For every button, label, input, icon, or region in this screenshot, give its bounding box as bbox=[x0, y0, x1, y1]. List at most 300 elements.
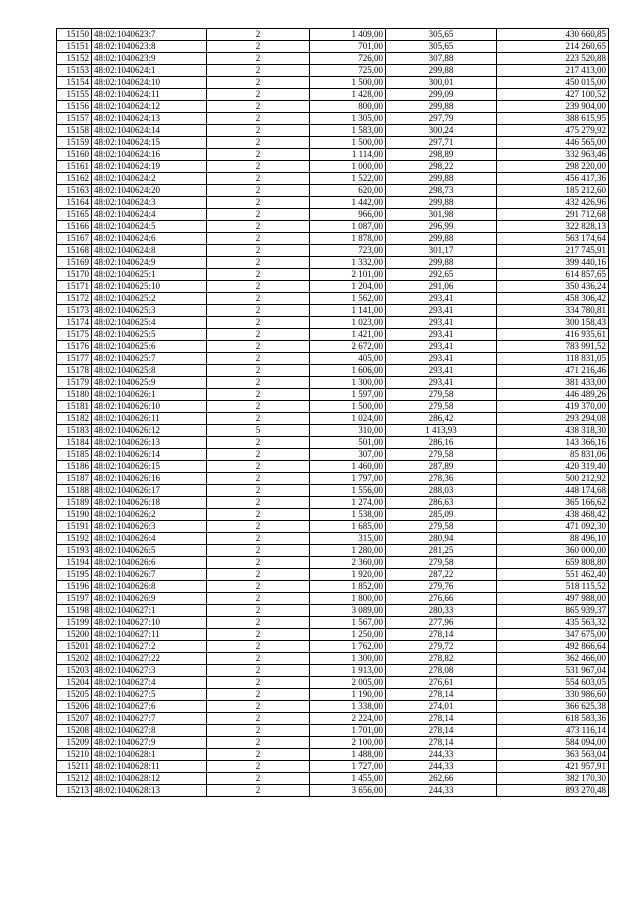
specific-value-cell: 305,65 bbox=[386, 41, 497, 53]
cadastral-value-cell: 473 116,14 bbox=[497, 725, 609, 737]
category-code-cell: 2 bbox=[207, 557, 310, 569]
cadastral-number-cell: 48:02:1040627:1 bbox=[92, 605, 207, 617]
category-code-cell: 2 bbox=[207, 53, 310, 65]
row-number-cell: 15181 bbox=[57, 401, 92, 413]
cadastral-value-cell: 416 935,61 bbox=[497, 329, 609, 341]
table-row bbox=[57, 341, 609, 353]
cadastral-value-cell: 366 625,38 bbox=[497, 701, 609, 713]
specific-value-cell: 279,58 bbox=[386, 449, 497, 461]
category-code-cell: 2 bbox=[207, 353, 310, 365]
category-code-cell: 2 bbox=[207, 593, 310, 605]
cadastral-value-cell: 448 174,68 bbox=[497, 485, 609, 497]
table-row bbox=[57, 65, 609, 77]
area-cell: 310,00 bbox=[310, 425, 386, 437]
cadastral-number-cell: 48:02:1040626:14 bbox=[92, 449, 207, 461]
row-number-cell: 15174 bbox=[57, 317, 92, 329]
cadastral-value-cell: 563 174,64 bbox=[497, 233, 609, 245]
cadastral-number-cell: 48:02:1040626:15 bbox=[92, 461, 207, 473]
category-code-cell: 2 bbox=[207, 605, 310, 617]
cadastral-number-cell: 48:02:1040628:11 bbox=[92, 761, 207, 773]
cadastral-number-cell: 48:02:1040624:14 bbox=[92, 125, 207, 137]
specific-value-cell: 299,88 bbox=[386, 257, 497, 269]
specific-value-cell: 293,41 bbox=[386, 341, 497, 353]
cadastral-number-cell: 48:02:1040626:3 bbox=[92, 521, 207, 533]
specific-value-cell: 305,65 bbox=[386, 29, 497, 41]
specific-value-cell: 1 413,93 bbox=[386, 425, 497, 437]
specific-value-cell: 280,33 bbox=[386, 605, 497, 617]
cadastral-number-cell: 48:02:1040623:8 bbox=[92, 41, 207, 53]
table-row bbox=[57, 185, 609, 197]
category-code-cell: 2 bbox=[207, 629, 310, 641]
cadastral-number-cell: 48:02:1040625:7 bbox=[92, 353, 207, 365]
area-cell: 2 360,00 bbox=[310, 557, 386, 569]
specific-value-cell: 279,76 bbox=[386, 581, 497, 593]
cadastral-value-cell: 381 433,00 bbox=[497, 377, 609, 389]
area-cell: 966,00 bbox=[310, 209, 386, 221]
specific-value-cell: 274,01 bbox=[386, 701, 497, 713]
category-code-cell: 2 bbox=[207, 485, 310, 497]
cadastral-value-cell: 458 306,42 bbox=[497, 293, 609, 305]
category-code-cell: 2 bbox=[207, 269, 310, 281]
cadastral-number-cell: 48:02:1040627:11 bbox=[92, 629, 207, 641]
cadastral-value-cell: 432 426,96 bbox=[497, 197, 609, 209]
category-code-cell: 2 bbox=[207, 785, 310, 797]
area-cell: 726,00 bbox=[310, 53, 386, 65]
table-row bbox=[57, 521, 609, 533]
area-cell: 1 597,00 bbox=[310, 389, 386, 401]
cadastral-number-cell: 48:02:1040624:6 bbox=[92, 233, 207, 245]
row-number-cell: 15207 bbox=[57, 713, 92, 725]
area-cell: 1 141,00 bbox=[310, 305, 386, 317]
category-code-cell: 2 bbox=[207, 197, 310, 209]
cadastral-value-cell: 450 015,00 bbox=[497, 77, 609, 89]
row-number-cell: 15175 bbox=[57, 329, 92, 341]
category-code-cell: 2 bbox=[207, 377, 310, 389]
specific-value-cell: 301,98 bbox=[386, 209, 497, 221]
table-row bbox=[57, 581, 609, 593]
specific-value-cell: 278,14 bbox=[386, 689, 497, 701]
table-row bbox=[57, 377, 609, 389]
row-number-cell: 15188 bbox=[57, 485, 92, 497]
specific-value-cell: 301,17 bbox=[386, 245, 497, 257]
area-cell: 1 428,00 bbox=[310, 89, 386, 101]
row-number-cell: 15208 bbox=[57, 725, 92, 737]
specific-value-cell: 299,88 bbox=[386, 101, 497, 113]
cadastral-value-cell: 185 212,60 bbox=[497, 185, 609, 197]
cadastral-number-cell: 48:02:1040626:6 bbox=[92, 557, 207, 569]
specific-value-cell: 299,09 bbox=[386, 89, 497, 101]
cadastral-number-cell: 48:02:1040626:9 bbox=[92, 593, 207, 605]
row-number-cell: 15165 bbox=[57, 209, 92, 221]
cadastral-number-cell: 48:02:1040625:3 bbox=[92, 305, 207, 317]
area-cell: 1 606,00 bbox=[310, 365, 386, 377]
row-number-cell: 15212 bbox=[57, 773, 92, 785]
cadastral-value-cell: 492 866,64 bbox=[497, 641, 609, 653]
specific-value-cell: 278,36 bbox=[386, 473, 497, 485]
category-code-cell: 2 bbox=[207, 41, 310, 53]
table-row bbox=[57, 29, 609, 41]
row-number-cell: 15160 bbox=[57, 149, 92, 161]
area-cell: 1 114,00 bbox=[310, 149, 386, 161]
table-row bbox=[57, 161, 609, 173]
cadastral-number-cell: 48:02:1040625:1 bbox=[92, 269, 207, 281]
area-cell: 701,00 bbox=[310, 41, 386, 53]
specific-value-cell: 291,06 bbox=[386, 281, 497, 293]
cadastral-value-cell: 217 745,91 bbox=[497, 245, 609, 257]
area-cell: 1 500,00 bbox=[310, 77, 386, 89]
cadastral-number-cell: 48:02:1040626:4 bbox=[92, 533, 207, 545]
cadastral-number-cell: 48:02:1040625:9 bbox=[92, 377, 207, 389]
category-code-cell: 2 bbox=[207, 401, 310, 413]
specific-value-cell: 278,08 bbox=[386, 665, 497, 677]
row-number-cell: 15184 bbox=[57, 437, 92, 449]
cadastral-number-cell: 48:02:1040626:2 bbox=[92, 509, 207, 521]
specific-value-cell: 298,73 bbox=[386, 185, 497, 197]
row-number-cell: 15185 bbox=[57, 449, 92, 461]
cadastral-number-cell: 48:02:1040624:15 bbox=[92, 137, 207, 149]
area-cell: 1 852,00 bbox=[310, 581, 386, 593]
row-number-cell: 15202 bbox=[57, 653, 92, 665]
cadastral-number-cell: 48:02:1040624:5 bbox=[92, 221, 207, 233]
area-cell: 1 204,00 bbox=[310, 281, 386, 293]
specific-value-cell: 293,41 bbox=[386, 317, 497, 329]
cadastral-value-cell: 614 857,65 bbox=[497, 269, 609, 281]
area-cell: 723,00 bbox=[310, 245, 386, 257]
table-row bbox=[57, 173, 609, 185]
cadastral-value-cell: 85 831,06 bbox=[497, 449, 609, 461]
row-number-cell: 15192 bbox=[57, 533, 92, 545]
area-cell: 1 797,00 bbox=[310, 473, 386, 485]
specific-value-cell: 293,41 bbox=[386, 377, 497, 389]
category-code-cell: 2 bbox=[207, 569, 310, 581]
table-row bbox=[57, 461, 609, 473]
cadastral-number-cell: 48:02:1040624:1 bbox=[92, 65, 207, 77]
area-cell: 1 583,00 bbox=[310, 125, 386, 137]
area-cell: 620,00 bbox=[310, 185, 386, 197]
table-row bbox=[57, 617, 609, 629]
specific-value-cell: 285,09 bbox=[386, 509, 497, 521]
area-cell: 1 421,00 bbox=[310, 329, 386, 341]
cadastral-number-cell: 48:02:1040623:9 bbox=[92, 53, 207, 65]
table-row bbox=[57, 773, 609, 785]
cadastral-number-cell: 48:02:1040624:2 bbox=[92, 173, 207, 185]
cadastral-value-cell: 420 319,40 bbox=[497, 461, 609, 473]
table-row bbox=[57, 593, 609, 605]
category-code-cell: 2 bbox=[207, 533, 310, 545]
specific-value-cell: 300,01 bbox=[386, 77, 497, 89]
area-cell: 3 656,00 bbox=[310, 785, 386, 797]
table-row bbox=[57, 665, 609, 677]
specific-value-cell: 288,03 bbox=[386, 485, 497, 497]
cadastral-value-cell: 350 436,24 bbox=[497, 281, 609, 293]
table-row bbox=[57, 125, 609, 137]
row-number-cell: 15209 bbox=[57, 737, 92, 749]
row-number-cell: 15153 bbox=[57, 65, 92, 77]
row-number-cell: 15176 bbox=[57, 341, 92, 353]
cadastral-value-cell: 456 417,36 bbox=[497, 173, 609, 185]
row-number-cell: 15159 bbox=[57, 137, 92, 149]
table-row bbox=[57, 197, 609, 209]
row-number-cell: 15195 bbox=[57, 569, 92, 581]
row-number-cell: 15151 bbox=[57, 41, 92, 53]
area-cell: 501,00 bbox=[310, 437, 386, 449]
cadastral-number-cell: 48:02:1040627:6 bbox=[92, 701, 207, 713]
cadastral-number-cell: 48:02:1040624:20 bbox=[92, 185, 207, 197]
row-number-cell: 15163 bbox=[57, 185, 92, 197]
table-row bbox=[57, 497, 609, 509]
specific-value-cell: 293,41 bbox=[386, 305, 497, 317]
category-code-cell: 2 bbox=[207, 77, 310, 89]
table-row bbox=[57, 353, 609, 365]
specific-value-cell: 278,14 bbox=[386, 725, 497, 737]
cadastral-value-cell: 518 115,52 bbox=[497, 581, 609, 593]
cadastral-value-cell: 362 466,00 bbox=[497, 653, 609, 665]
category-code-cell: 2 bbox=[207, 749, 310, 761]
table-row bbox=[57, 677, 609, 689]
specific-value-cell: 299,88 bbox=[386, 197, 497, 209]
cadastral-number-cell: 48:02:1040627:4 bbox=[92, 677, 207, 689]
cadastral-value-cell: 865 939,37 bbox=[497, 605, 609, 617]
cadastral-number-cell: 48:02:1040624:11 bbox=[92, 89, 207, 101]
cadastral-value-cell: 382 170,30 bbox=[497, 773, 609, 785]
cadastral-value-cell: 659 808,80 bbox=[497, 557, 609, 569]
cadastral-number-cell: 48:02:1040626:16 bbox=[92, 473, 207, 485]
cadastral-value-cell: 347 675,00 bbox=[497, 629, 609, 641]
category-code-cell: 2 bbox=[207, 761, 310, 773]
area-cell: 1 280,00 bbox=[310, 545, 386, 557]
cadastral-value-cell: 388 615,95 bbox=[497, 113, 609, 125]
row-number-cell: 15203 bbox=[57, 665, 92, 677]
table-row bbox=[57, 569, 609, 581]
cadastral-number-cell: 48:02:1040625:8 bbox=[92, 365, 207, 377]
area-cell: 1 087,00 bbox=[310, 221, 386, 233]
cadastral-value-cell: 88 496,10 bbox=[497, 533, 609, 545]
table-row bbox=[57, 545, 609, 557]
category-code-cell: 2 bbox=[207, 89, 310, 101]
specific-value-cell: 286,42 bbox=[386, 413, 497, 425]
row-number-cell: 15210 bbox=[57, 749, 92, 761]
cadastral-number-cell: 48:02:1040626:17 bbox=[92, 485, 207, 497]
row-number-cell: 15189 bbox=[57, 497, 92, 509]
table-row bbox=[57, 137, 609, 149]
cadastral-number-cell: 48:02:1040624:13 bbox=[92, 113, 207, 125]
specific-value-cell: 244,33 bbox=[386, 785, 497, 797]
cadastral-number-cell: 48:02:1040625:10 bbox=[92, 281, 207, 293]
specific-value-cell: 279,58 bbox=[386, 557, 497, 569]
table-row bbox=[57, 485, 609, 497]
category-code-cell: 2 bbox=[207, 233, 310, 245]
table-row bbox=[57, 53, 609, 65]
cadastral-number-cell: 48:02:1040627:7 bbox=[92, 713, 207, 725]
row-number-cell: 15156 bbox=[57, 101, 92, 113]
table-row bbox=[57, 245, 609, 257]
area-cell: 1 522,00 bbox=[310, 173, 386, 185]
table-row bbox=[57, 425, 609, 437]
cadastral-value-cell: 471 216,46 bbox=[497, 365, 609, 377]
area-cell: 1 913,00 bbox=[310, 665, 386, 677]
cadastral-number-cell: 48:02:1040624:8 bbox=[92, 245, 207, 257]
specific-value-cell: 307,88 bbox=[386, 53, 497, 65]
row-number-cell: 15152 bbox=[57, 53, 92, 65]
table-row bbox=[57, 449, 609, 461]
row-number-cell: 15193 bbox=[57, 545, 92, 557]
specific-value-cell: 293,41 bbox=[386, 365, 497, 377]
cadastral-value-cell: 217 413,00 bbox=[497, 65, 609, 77]
area-cell: 405,00 bbox=[310, 353, 386, 365]
cadastral-number-cell: 48:02:1040627:2 bbox=[92, 641, 207, 653]
row-number-cell: 15171 bbox=[57, 281, 92, 293]
row-number-cell: 15164 bbox=[57, 197, 92, 209]
category-code-cell: 2 bbox=[207, 389, 310, 401]
cadastral-value-cell: 497 988,00 bbox=[497, 593, 609, 605]
cadastral-number-cell: 48:02:1040627:3 bbox=[92, 665, 207, 677]
category-code-cell: 2 bbox=[207, 689, 310, 701]
area-cell: 307,00 bbox=[310, 449, 386, 461]
table-row bbox=[57, 605, 609, 617]
area-cell: 1 274,00 bbox=[310, 497, 386, 509]
table-row bbox=[57, 149, 609, 161]
category-code-cell: 2 bbox=[207, 413, 310, 425]
cadastral-value-cell: 783 991,52 bbox=[497, 341, 609, 353]
table-row bbox=[57, 389, 609, 401]
table-row bbox=[57, 737, 609, 749]
row-number-cell: 15178 bbox=[57, 365, 92, 377]
table-row bbox=[57, 689, 609, 701]
area-cell: 315,00 bbox=[310, 533, 386, 545]
specific-value-cell: 296,99 bbox=[386, 221, 497, 233]
table-row bbox=[57, 257, 609, 269]
table-row bbox=[57, 761, 609, 773]
row-number-cell: 15204 bbox=[57, 677, 92, 689]
row-number-cell: 15201 bbox=[57, 641, 92, 653]
row-number-cell: 15150 bbox=[57, 29, 92, 41]
cadastral-number-cell: 48:02:1040626:5 bbox=[92, 545, 207, 557]
table-row bbox=[57, 281, 609, 293]
cadastral-number-cell: 48:02:1040624:19 bbox=[92, 161, 207, 173]
cadastral-number-cell: 48:02:1040626:7 bbox=[92, 569, 207, 581]
row-number-cell: 15196 bbox=[57, 581, 92, 593]
category-code-cell: 2 bbox=[207, 545, 310, 557]
category-code-cell: 2 bbox=[207, 581, 310, 593]
area-cell: 1 409,00 bbox=[310, 29, 386, 41]
area-cell: 1 727,00 bbox=[310, 761, 386, 773]
category-code-cell: 2 bbox=[207, 473, 310, 485]
row-number-cell: 15162 bbox=[57, 173, 92, 185]
category-code-cell: 2 bbox=[207, 737, 310, 749]
category-code-cell: 2 bbox=[207, 137, 310, 149]
area-cell: 1 455,00 bbox=[310, 773, 386, 785]
cadastral-value-cell: 223 520,88 bbox=[497, 53, 609, 65]
table-row bbox=[57, 317, 609, 329]
specific-value-cell: 244,33 bbox=[386, 749, 497, 761]
area-cell: 1 920,00 bbox=[310, 569, 386, 581]
category-code-cell: 2 bbox=[207, 209, 310, 221]
cadastral-number-cell: 48:02:1040624:16 bbox=[92, 149, 207, 161]
cadastral-number-cell: 48:02:1040624:10 bbox=[92, 77, 207, 89]
category-code-cell: 2 bbox=[207, 65, 310, 77]
cadastral-value-cell: 554 603,05 bbox=[497, 677, 609, 689]
specific-value-cell: 279,58 bbox=[386, 521, 497, 533]
category-code-cell: 2 bbox=[207, 617, 310, 629]
specific-value-cell: 276,66 bbox=[386, 593, 497, 605]
area-cell: 1 460,00 bbox=[310, 461, 386, 473]
cadastral-value-cell: 500 212,92 bbox=[497, 473, 609, 485]
cadastral-value-cell: 446 565,00 bbox=[497, 137, 609, 149]
table-row bbox=[57, 113, 609, 125]
row-number-cell: 15168 bbox=[57, 245, 92, 257]
specific-value-cell: 287,89 bbox=[386, 461, 497, 473]
category-code-cell: 2 bbox=[207, 329, 310, 341]
cadastral-value-cell: 438 468,42 bbox=[497, 509, 609, 521]
specific-value-cell: 278,14 bbox=[386, 737, 497, 749]
cadastral-number-cell: 48:02:1040626:12 bbox=[92, 425, 207, 437]
specific-value-cell: 286,63 bbox=[386, 497, 497, 509]
cadastral-value-cell: 421 957,91 bbox=[497, 761, 609, 773]
specific-value-cell: 279,58 bbox=[386, 401, 497, 413]
area-cell: 1 562,00 bbox=[310, 293, 386, 305]
row-number-cell: 15206 bbox=[57, 701, 92, 713]
category-code-cell: 2 bbox=[207, 101, 310, 113]
row-number-cell: 15177 bbox=[57, 353, 92, 365]
table-row bbox=[57, 269, 609, 281]
area-cell: 2 100,00 bbox=[310, 737, 386, 749]
specific-value-cell: 298,22 bbox=[386, 161, 497, 173]
area-cell: 1 800,00 bbox=[310, 593, 386, 605]
category-code-cell: 2 bbox=[207, 653, 310, 665]
category-code-cell: 2 bbox=[207, 437, 310, 449]
area-cell: 1 762,00 bbox=[310, 641, 386, 653]
specific-value-cell: 293,41 bbox=[386, 353, 497, 365]
area-cell: 1 300,00 bbox=[310, 377, 386, 389]
row-number-cell: 15173 bbox=[57, 305, 92, 317]
cadastral-value-cell: 475 279,92 bbox=[497, 125, 609, 137]
category-code-cell: 2 bbox=[207, 29, 310, 41]
area-cell: 1 488,00 bbox=[310, 749, 386, 761]
specific-value-cell: 297,71 bbox=[386, 137, 497, 149]
table-row bbox=[57, 785, 609, 797]
area-cell: 800,00 bbox=[310, 101, 386, 113]
specific-value-cell: 276,61 bbox=[386, 677, 497, 689]
category-code-cell: 2 bbox=[207, 701, 310, 713]
cadastral-value-cell: 427 100,52 bbox=[497, 89, 609, 101]
area-cell: 1 500,00 bbox=[310, 137, 386, 149]
cadastral-value-cell: 118 831,05 bbox=[497, 353, 609, 365]
cadastral-number-cell: 48:02:1040625:5 bbox=[92, 329, 207, 341]
table-row bbox=[57, 509, 609, 521]
table-row bbox=[57, 533, 609, 545]
area-cell: 1 250,00 bbox=[310, 629, 386, 641]
specific-value-cell: 299,88 bbox=[386, 233, 497, 245]
area-cell: 2 005,00 bbox=[310, 677, 386, 689]
row-number-cell: 15170 bbox=[57, 269, 92, 281]
category-code-cell: 2 bbox=[207, 449, 310, 461]
row-number-cell: 15186 bbox=[57, 461, 92, 473]
specific-value-cell: 299,88 bbox=[386, 65, 497, 77]
cadastral-value-cell: 322 828,13 bbox=[497, 221, 609, 233]
specific-value-cell: 279,72 bbox=[386, 641, 497, 653]
category-code-cell: 2 bbox=[207, 509, 310, 521]
specific-value-cell: 300,24 bbox=[386, 125, 497, 137]
category-code-cell: 2 bbox=[207, 113, 310, 125]
cadastral-value-cell: 618 583,36 bbox=[497, 713, 609, 725]
specific-value-cell: 277,96 bbox=[386, 617, 497, 629]
table-row bbox=[57, 413, 609, 425]
specific-value-cell: 262,66 bbox=[386, 773, 497, 785]
cadastral-number-cell: 48:02:1040623:7 bbox=[92, 29, 207, 41]
row-number-cell: 15166 bbox=[57, 221, 92, 233]
cadastral-value-cell: 334 780,81 bbox=[497, 305, 609, 317]
category-code-cell: 2 bbox=[207, 281, 310, 293]
